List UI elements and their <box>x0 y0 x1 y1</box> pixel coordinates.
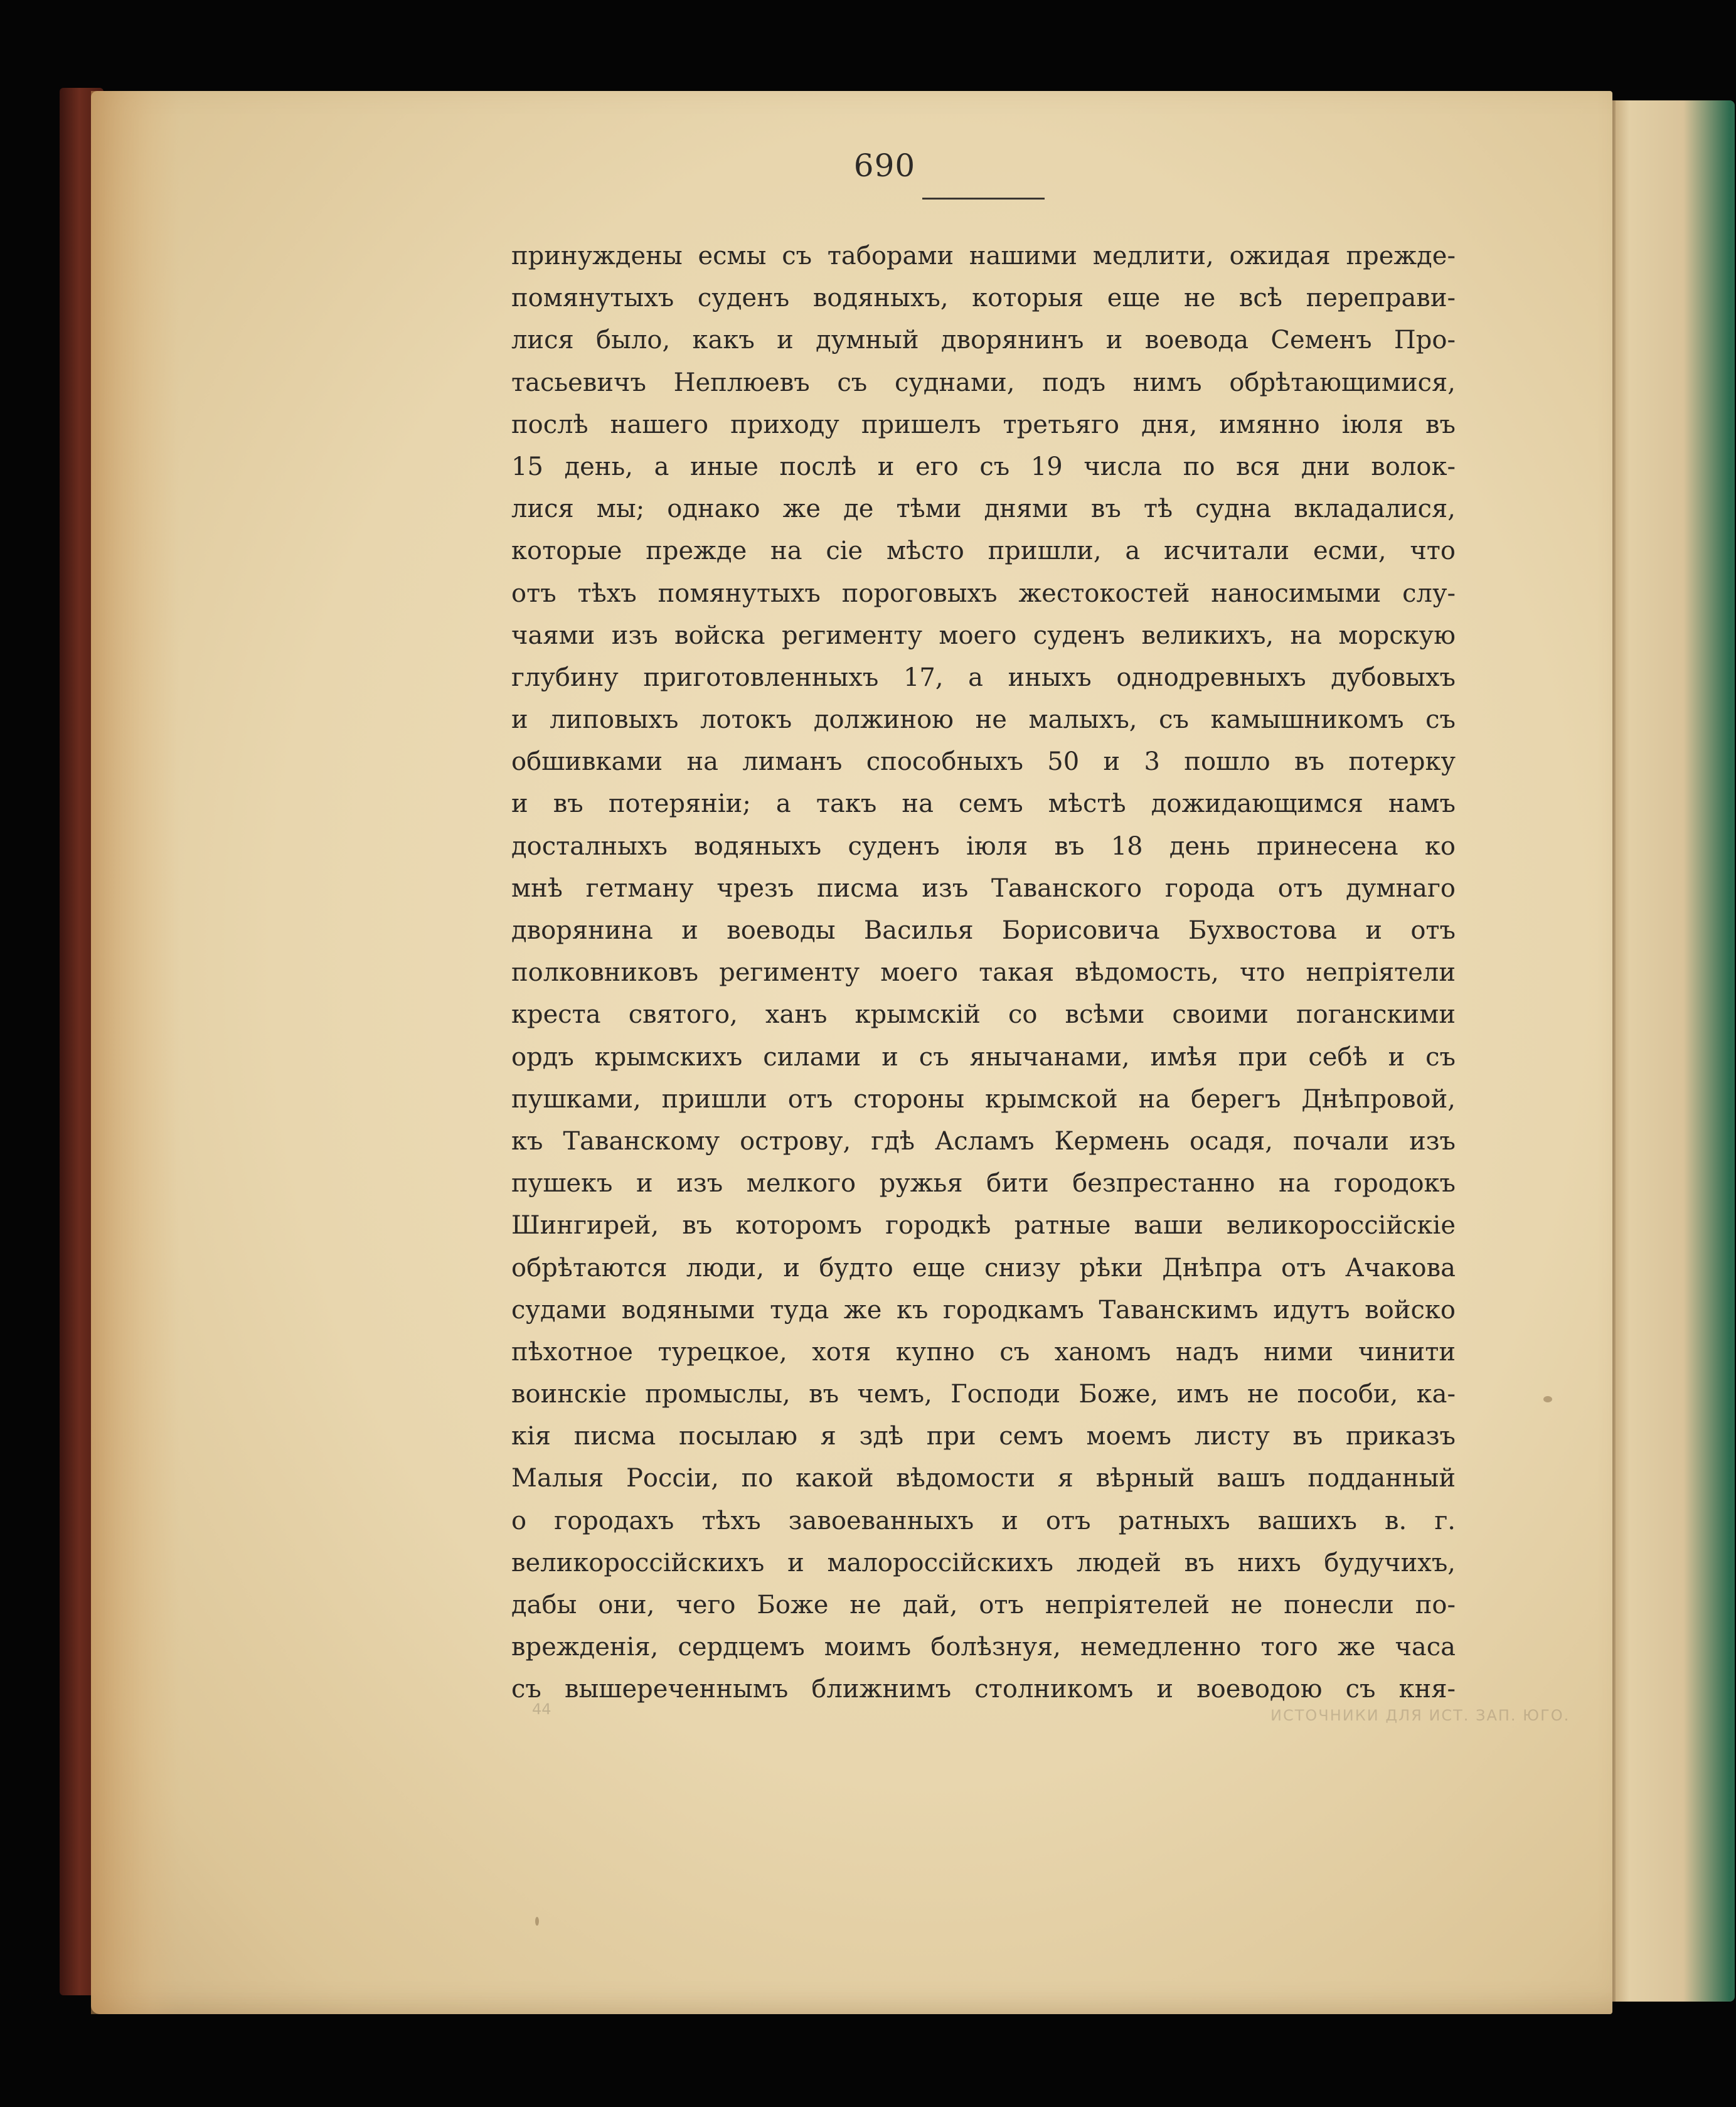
text-line: кiя писма посылаю я здѣ при семъ моемъ листу въ приказъ <box>511 1422 1456 1451</box>
page-number: 690 <box>853 147 916 184</box>
text-line: ордъ крымскихъ силами и съ янычанами, имѣя при себѣ и съ <box>511 1042 1456 1072</box>
text-line: мнѣ гетману чрезъ писма изъ Таванского города отъ думнаго <box>511 873 1456 903</box>
page-margin-stain <box>91 91 179 2014</box>
ink-smudge <box>535 1917 539 1926</box>
text-line: которые прежде на сie мѣсто пришли, а исчитали есми, что <box>511 536 1456 566</box>
text-line: глубину приготовленныхъ 17, а иныхъ однодревныхъ дубовыхъ <box>511 663 1456 692</box>
text-line: дворянина и воеводы Василья Борисовича Бухвостова и отъ <box>511 916 1456 945</box>
text-line: Малыя Россiи, по какой вѣдомости я вѣрный вашъ подданный <box>511 1464 1456 1493</box>
text-line: дабы они, чего Боже не дай, отъ непрiятелей не понесли по- <box>511 1591 1456 1619</box>
text-line: пушками, пришли отъ стороны крымской на берегъ Днѣпровой, <box>511 1084 1456 1114</box>
text-line: 15 день, а иные послѣ и его съ 19 числа по вся дни волок- <box>511 452 1456 481</box>
page-number-rule <box>922 198 1045 200</box>
text-line: воинскie промыслы, въ чемъ, Господи Боже, имъ не пособи, ка- <box>511 1380 1456 1409</box>
text-line: обрѣтаются люди, и будто еще снизу рѣки Днѣпра отъ Ачакова <box>511 1253 1456 1283</box>
bleed-through-footer: ИСТОЧНИКИ ДЛЯ ИСТ. ЗАП. ЮГО. <box>1270 1707 1570 1724</box>
next-page-edge <box>1606 100 1735 2002</box>
text-line: помянутыхъ суденъ водяныхъ, которыя еще не всѣ переправи- <box>511 284 1456 313</box>
text-line: и въ потерянiи; а такъ на семъ мѣстѣ дожидающимся намъ <box>511 789 1456 819</box>
text-line: великороссiйскихъ и малороссiйскихъ людей въ нихъ будучихъ, <box>511 1548 1456 1577</box>
text-line: послѣ нашего приходу пришелъ третьяго дня, имянно iюля въ <box>511 410 1456 439</box>
text-line: креста святого, ханъ крымскiй со всѣми своими поганскими <box>511 1000 1456 1030</box>
text-line: отъ тѣхъ помянутыхъ пороговыхъ жестокостей наносимыми слу- <box>511 579 1456 608</box>
text-line: досталныхъ водяныхъ суденъ iюля въ 18 день принесена ко <box>511 831 1456 861</box>
text-line: пушекъ и изъ мелкого ружья бити безпрестанно на городокъ <box>511 1169 1456 1198</box>
text-line: лися мы; однако же де тѣми днями въ тѣ судна вкладалися, <box>511 494 1456 524</box>
text-line: къ Таванскому острову, гдѣ Асламъ Кермень осадя, почали изъ <box>511 1126 1456 1156</box>
text-line: врежденiя, сердцемъ моимъ болѣзнуя, немедленно того же часа <box>511 1633 1456 1662</box>
text-line: Шингирей, въ которомъ городкѣ ратные ваши великороссiйскie <box>511 1211 1456 1240</box>
text-line: полковниковъ регименту моего такая вѣдомость, что непрiятели <box>511 958 1456 988</box>
ink-smudge <box>1543 1396 1552 1402</box>
signature-mark: 44 <box>532 1700 551 1718</box>
text-line: судами водяными туда же къ городкамъ Таванскимъ идутъ войско <box>511 1295 1456 1325</box>
text-line: пѣхотное турецкое, хотя купно съ ханомъ надъ ними чинити <box>511 1337 1456 1367</box>
text-line: лися было, какъ и думный дворянинъ и воевода Семенъ Про- <box>511 326 1456 355</box>
text-line: чаями изъ войска регименту моего суденъ великихъ, на морскую <box>511 621 1456 650</box>
text-line: принуждены есмы съ таборами нашими медлити, ожидая преждe- <box>511 242 1456 270</box>
body-text <box>511 235 1456 1711</box>
text-line: обшивками на лиманъ способныхъ 50 и 3 пошло въ потерку <box>511 747 1456 777</box>
text-line: тасьевичъ Неплюевъ съ суднами, подъ нимъ обрѣтающимися, <box>511 368 1456 397</box>
text-line: съ вышереченнымъ ближнимъ столникомъ и воеводою съ кня- <box>511 1675 1456 1704</box>
text-line: о городахъ тѣхъ завоеванныхъ и отъ ратныхъ вашихъ в. г. <box>511 1506 1456 1535</box>
text-line: и липовыхъ лотокъ должиною не малыхъ, съ камышникомъ съ <box>511 705 1456 735</box>
